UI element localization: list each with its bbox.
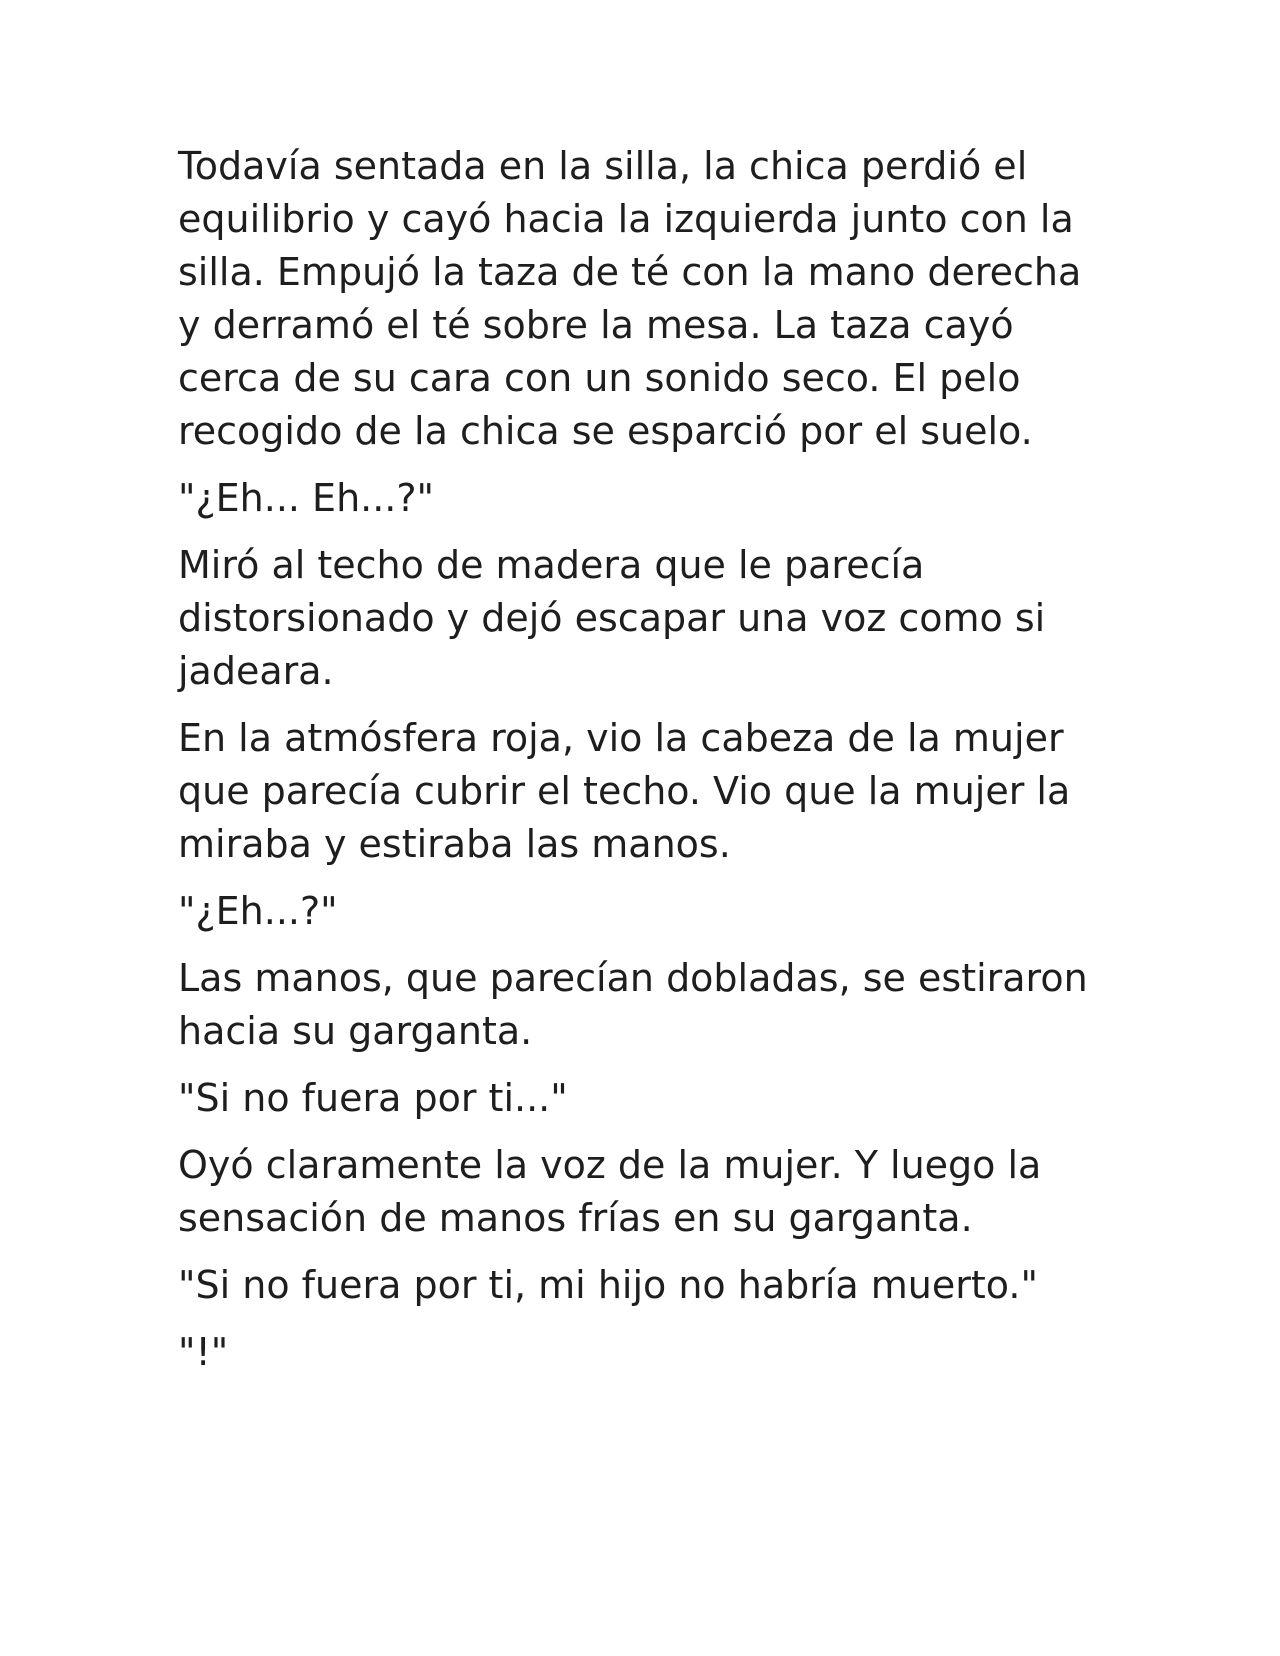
dialogue-line: "¿Eh... Eh...?" [178, 476, 435, 520]
paragraph: Miró al techo de madera que le parecía distorsionado y dejó escapar una voz como si jadeara. [178, 543, 1046, 693]
paragraph: Las manos, que parecían dobladas, se estiraron hacia su garganta. [178, 956, 1088, 1053]
document-page [178, 140, 1108, 1393]
paragraph: En la atmósfera roja, vio la cabeza de la mujer que parecía cubrir el techo. Vio que la mujer la miraba y estiraba las manos. [178, 716, 1071, 866]
dialogue-line: "!" [178, 1330, 229, 1374]
dialogue-line: "¿Eh...?" [178, 889, 338, 933]
paragraph: Oyó claramente la voz de la mujer. Y luego la sensación de manos frías en su garganta. [178, 1143, 1042, 1240]
paragraph: Todavía sentada en la silla, la chica perdió el equilibrio y cayó hacia la izquierda junto con la silla. Empujó la taza de té con la mano derecha y derramó el té sobre la mesa. La taza cayó cerca de su cara con un sonido seco. El pelo recogido de la chica se esparció por el suelo. [178, 144, 1082, 453]
dialogue-line: "Si no fuera por ti..." [178, 1076, 568, 1120]
dialogue-line: "Si no fuera por ti, mi hijo no habría muerto." [178, 1263, 1038, 1307]
